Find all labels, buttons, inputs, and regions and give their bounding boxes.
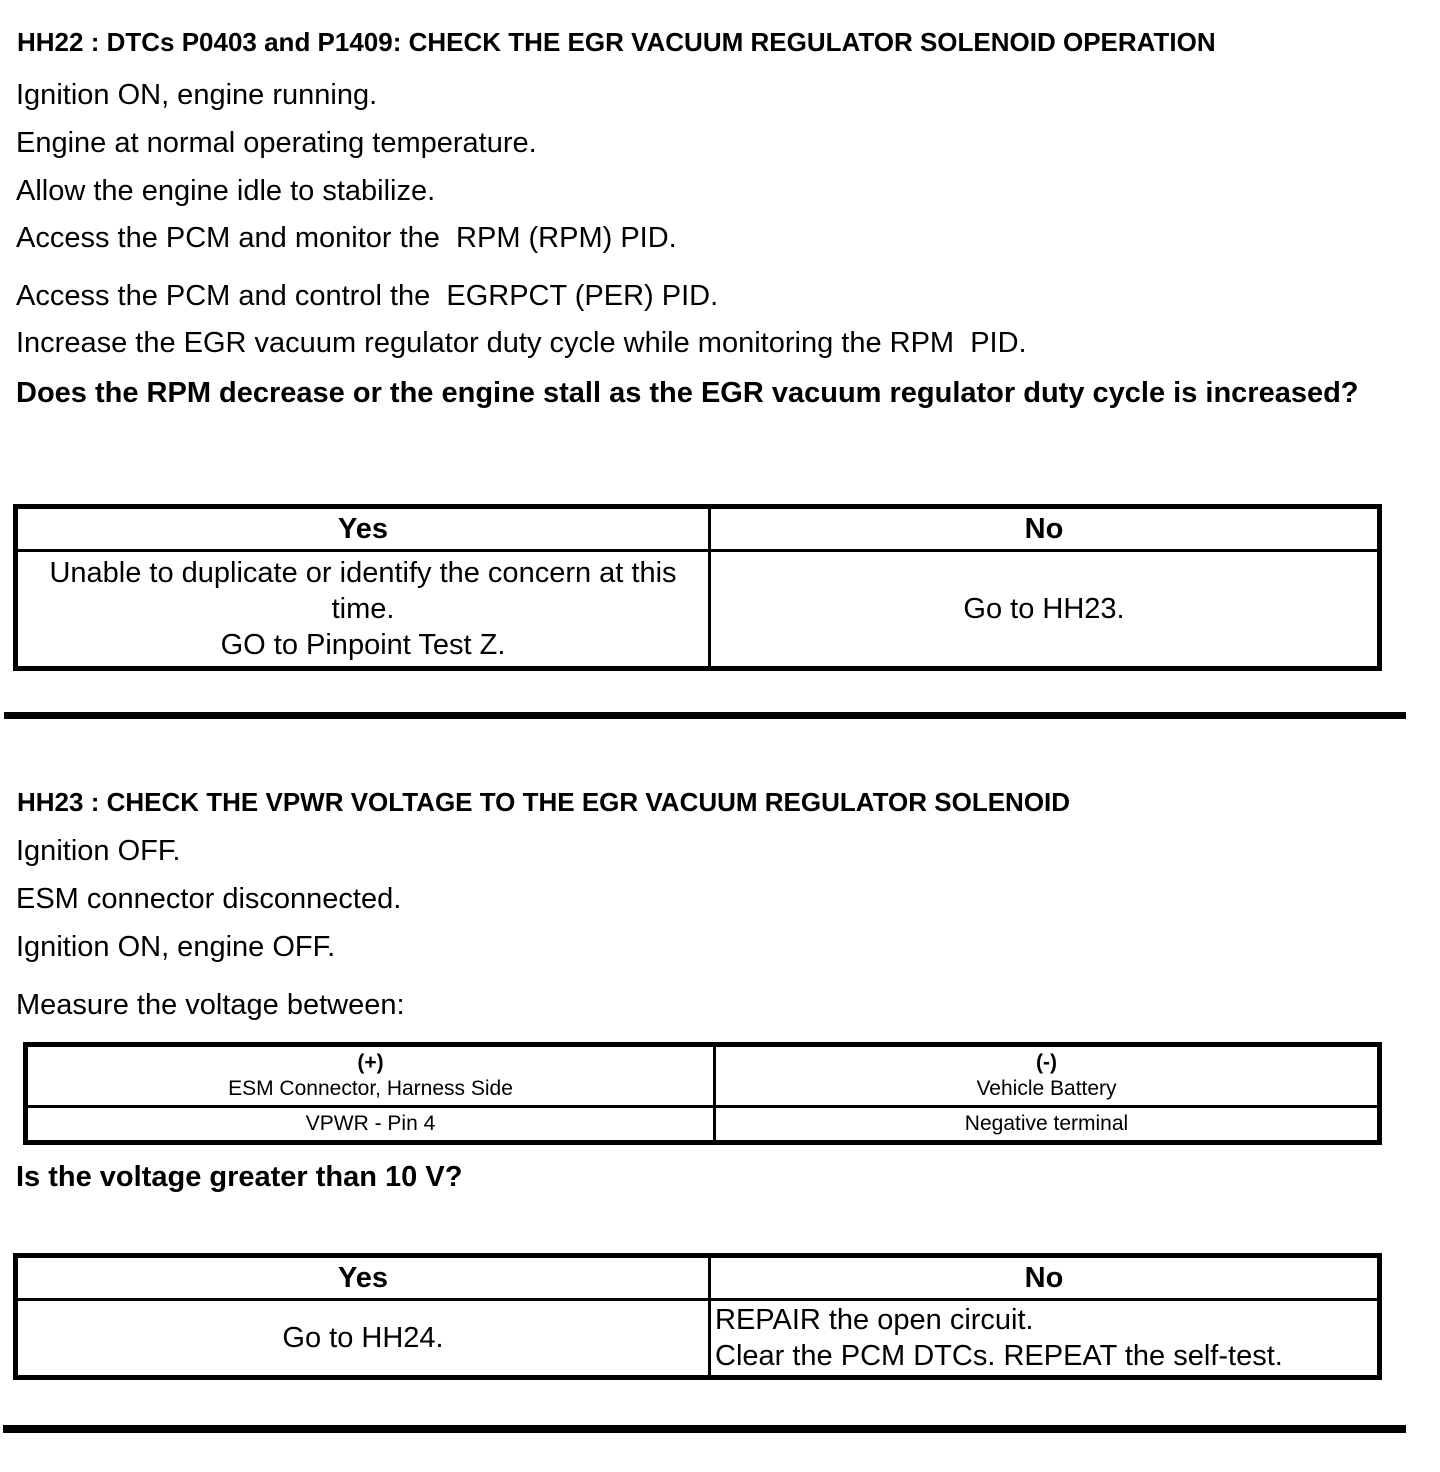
section-hh22-title: HH22 : DTCs P0403 and P1409: CHECK THE EGR VACUUM REGULATOR SOLENOID OPERATION	[17, 27, 1216, 57]
step-normal-temp: Engine at normal operating temperature.	[16, 127, 537, 159]
yes-action-cell: Go to HH24.	[16, 1300, 710, 1378]
positive-label: ESM Connector, Harness Side	[228, 1077, 513, 1100]
yes-header-cell: Yes	[16, 507, 710, 551]
yes-action-line1: Unable to duplicate or identify the concern at this time.	[49, 557, 677, 625]
no-action-line2: Clear the PCM DTCs. REPEAT the self-test.	[715, 1340, 1283, 1372]
measurement-value-row	[26, 1107, 1380, 1143]
yes-action-cell	[16, 551, 710, 669]
measurement-table	[23, 1042, 1382, 1145]
no-header-cell: No	[710, 507, 1380, 551]
positive-sign: (+)	[357, 1051, 384, 1074]
no-action-cell	[710, 1300, 1380, 1378]
negative-label: Vehicle Battery	[976, 1077, 1117, 1100]
no-action-line1: REPAIR the open circuit.	[715, 1304, 1034, 1336]
decision-body-row	[16, 551, 1380, 669]
negative-point-cell: Negative terminal	[715, 1107, 1380, 1143]
decision-header-row	[16, 1256, 1380, 1300]
decision-table-hh22	[13, 504, 1382, 671]
page-bottom-divider	[3, 1425, 1406, 1433]
no-header-cell: No	[710, 1256, 1380, 1300]
yes-action-line2: GO to Pinpoint Test Z.	[220, 629, 506, 661]
negative-lead-cell	[715, 1045, 1380, 1107]
step-idle-stabilize: Allow the engine idle to stabilize.	[16, 175, 436, 207]
step-measure-voltage: Measure the voltage between:	[16, 989, 405, 1021]
step-esm-disconnected: ESM connector disconnected.	[16, 883, 402, 915]
question-hh23: Is the voltage greater than 10 V?	[16, 1161, 463, 1193]
negative-sign: (-)	[1036, 1051, 1057, 1074]
no-action-cell: Go to HH23.	[710, 551, 1380, 669]
positive-lead-cell	[26, 1045, 715, 1107]
decision-header-row	[16, 507, 1380, 551]
positive-point-cell: VPWR - Pin 4	[26, 1107, 715, 1143]
section-divider	[4, 712, 1406, 719]
step-control-egrpct-pid: Access the PCM and control the EGRPCT (PER) PID.	[16, 280, 719, 312]
step-ignition-off: Ignition OFF.	[16, 835, 181, 867]
decision-table-hh23	[13, 1253, 1382, 1380]
yes-header-cell: Yes	[16, 1256, 710, 1300]
decision-body-row	[16, 1300, 1380, 1378]
step-monitor-rpm-pid: Access the PCM and monitor the RPM (RPM) PID.	[16, 222, 677, 254]
step-ignition-on-engine-off: Ignition ON, engine OFF.	[16, 931, 336, 963]
question-hh22: Does the RPM decrease or the engine stall as the EGR vacuum regulator duty cycle is increased?	[16, 377, 1359, 409]
measurement-header-row	[26, 1045, 1380, 1107]
step-increase-duty-cycle: Increase the EGR vacuum regulator duty cycle while monitoring the RPM PID.	[16, 327, 1027, 359]
step-ignition-on-running: Ignition ON, engine running.	[16, 79, 378, 111]
section-hh23-title: HH23 : CHECK THE VPWR VOLTAGE TO THE EGR VACUUM REGULATOR SOLENOID	[17, 787, 1071, 817]
